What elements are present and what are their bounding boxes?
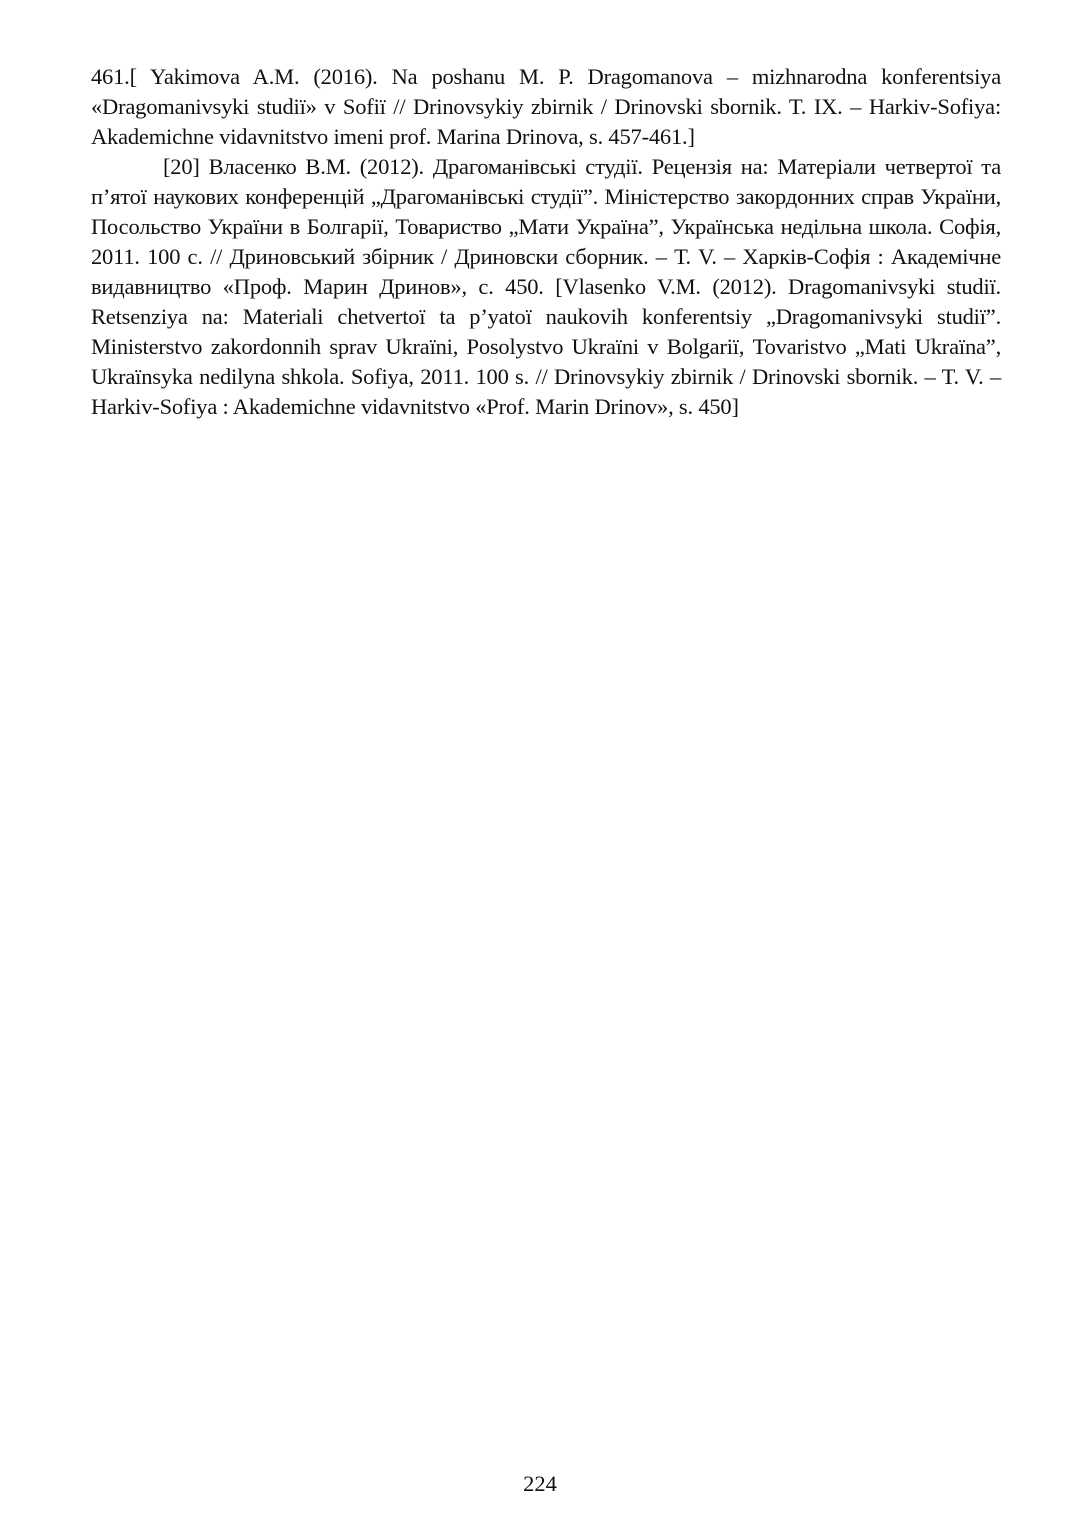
reference-entry-20: [20] Власенко В.М. (2012). Драгоманівські студії. Рецензія на: Матеріали четвертої та п’ятої наукових конференцій „Драгоманівські студії”. Міністерство закордонних справ України, Посольство України в Болгарії, Товариство „Мати Україна”, Українська недільна школа. Софія, 2011. 100 с. // Дриновський збірник / Дриновски сборник. – Т. V. – Харків-Софія : Академічне видавництво «Проф. Марин Дринов», с. 450. [Vlasenko V.M. (2012). Dragomanivsyki studiї. Retsenziya na: Materiali chetvertoї ta p’yatoї naukovih konferentsiy „Dragomanivsyki studiї”. Ministerstvo zakordonnih sprav Ukraїni, Posolystvo Ukraїni v Bolgariї, Tovaristvo „Mati Ukraїna”, Ukraїnsyka nedilyna shkola. Sofiya, 2011. 100 s. // Drinovsykiy zbirnik / Drinovski sbornik. – T. V. – Harkiv-Sofiya : Akademichne vidavnitstvo «Prof. Marin Drinov», s. 450]: [91, 154, 1001, 419]
reference-continuation: 461.[ Yakimova A.M. (2016). Na poshanu M. P. Dragomanova – mizhnarodna konferentsiya «Dragomanivsyki studiї» v Sofiї // Drinovsykiy zbirnik / Drinovski sbornik. T. IX. – Harkiv-Sofiya: Akademichne vidavnitstvo imeni prof. Marina Drinova, s. 457-461.]: [91, 64, 1001, 149]
page-number: 224: [523, 1471, 557, 1496]
page-body: [91, 62, 1001, 422]
